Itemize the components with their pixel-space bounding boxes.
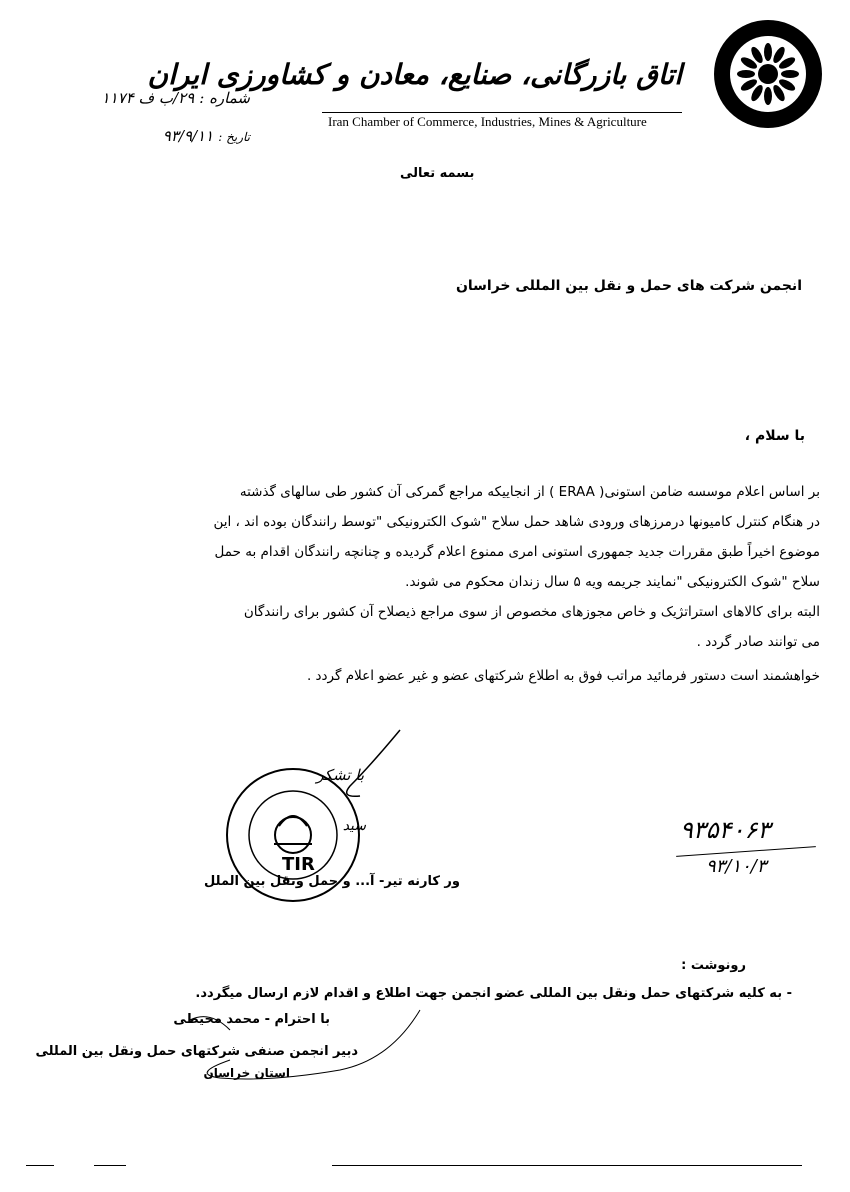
emblem-petal [737, 70, 755, 78]
body-line: سلاح "شوک الکترونیکی "نمایند جریمه ویه ۵ سال زندان محکوم می شوند. [405, 574, 820, 590]
greeting: با سلام ، [744, 428, 805, 444]
body-line: بر اساس اعلام موسسه ضامن استونی( ERAA ) از انجاییکه مراجع گمرکی آن کشور طی سالهای گذشته [239, 484, 820, 500]
body-line: خواهشمند است دستور فرمائید مراتب فوق به اطلاع شرکتهای عضو و غیر عضو اعلام گردد . [306, 668, 820, 684]
date-value: ۹۳/۹/۱۱ [162, 127, 214, 145]
emblem-petal [764, 87, 772, 105]
thanks-note: با تشکر [316, 766, 364, 784]
chamber-emblem [712, 18, 824, 130]
letter-date [60, 126, 250, 145]
recipient: انجمن شرکت های حمل و نقل بین المللی خراسان [455, 278, 802, 294]
cc-sender-region: استان خراسان [203, 1066, 290, 1080]
body-line: در هنگام کنترل کامیونها درمرزهای ورودی شاهد حمل سلاح "شوک الکترونیکی "توسط رانندگان بوده اند ، این [213, 514, 820, 530]
cc-line: - به کلیه شرکتهای حمل ونقل بین المللی عضو انجمن جهت اطلاع و اقدام لازم ارسال میگردد. [195, 986, 792, 1001]
number-label: شماره : [199, 89, 250, 107]
footer-rule [26, 1165, 54, 1166]
date-label: تاریخ : [218, 130, 250, 144]
handwritten-signature [330, 726, 410, 806]
footer-rule [332, 1165, 802, 1166]
cc-sender-title: دبیر انجمن صنفی شرکتهای حمل ونقل بین المللی [35, 1044, 358, 1059]
letter-number [60, 88, 250, 107]
cc-label: رونوشت : [681, 958, 746, 973]
cc-regards: با احترام - محمد محیطی [173, 1012, 330, 1027]
received-number: ۹۳۵۴۰۶۳ [680, 816, 771, 844]
footer-rule [94, 1165, 126, 1166]
signer-title: ور کارنه تیر- آ... و حمل ونقل بین الملل [204, 874, 460, 889]
org-name-english: Iran Chamber of Commerce, Industries, Mines & Agriculture [328, 114, 647, 129]
org-name-persian: اتاق بازرگانی، صنایع، معادن و کشاورزی ایران [147, 58, 682, 91]
body-line: می توانند صادر گردد . [696, 634, 820, 650]
number-value: ۲۹/ب ف ۱۱۷۴ [101, 89, 195, 107]
header-rule [322, 112, 682, 113]
body-line: البته برای کالاهای استراتژیک و خاص مجوزهای مخصوص از سوی مراجع ذیصلاح آن کشور برای رانندگان [243, 604, 820, 620]
emblem-petal [781, 70, 799, 78]
svg-text:TIR: TIR [282, 854, 315, 875]
received-date: ۹۳/۱۰/۳ [706, 856, 767, 877]
cc-signature [150, 1000, 450, 1090]
signer-name: سید [342, 818, 366, 834]
salutation-heading: بسمه تعالی [400, 166, 475, 181]
emblem-petal [764, 43, 772, 61]
body-line: موضوع اخیراً طبق مقررات جدید جمهوری استونی امری ممنوع اعلام گردیده و چنانچه رانندگان اقدام به حمل [214, 544, 820, 560]
